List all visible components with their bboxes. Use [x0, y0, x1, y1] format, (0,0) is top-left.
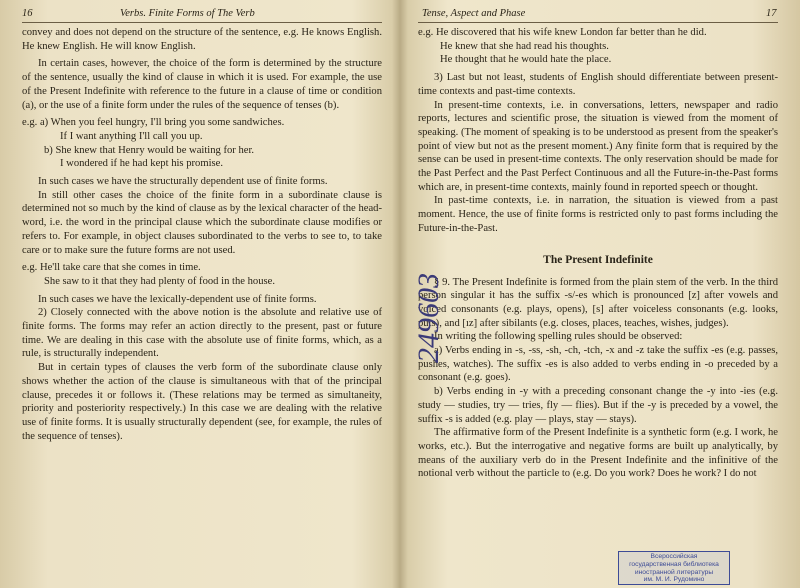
right-body [418, 26, 778, 481]
stamp-line: им. М. И. Рудомино [643, 576, 705, 584]
paragraph: But in certain types of clauses the verb form of the subordinate clause only shows whether the action of the clause is simultaneous with that of the principal clause, precedes it or follows it. (These relations may be termed as simultaneity, priority and posteriority respectively.) In this case we are dealing with the relative use of finite forms. It is usually structurally dependent (see, for example, the rules of the sequence of tenses). [22, 362, 382, 442]
handwritten-inventory-number [412, 195, 446, 365]
left-page [0, 0, 392, 588]
example: b) She knew that Henry would be waiting for her. [44, 144, 255, 156]
stamp-line: иностранной литературы [634, 568, 714, 576]
paragraph: In present-time contexts, i.e. in conversations, letters, newspaper and radio reports, lectures and scientific prose, the situation is viewed from the moment of speaking. (The moment of speaking is to be understood as present from the speaker's point of view but not as the present moment.) Any finite form that is required by the sense can be used in present-time contexts. The only reservation should be made for the Past Perfect and the Past Perfect Continuous and all the Future-in-the-Past forms which are, in present-time contexts, mainly found in reported speech or thought. [418, 99, 778, 193]
example: e.g. He discovered that his wife knew London far better than he did. [418, 27, 707, 38]
page-number-left: 16 [22, 8, 33, 19]
example: If I want anything I'll call you up. [60, 130, 203, 142]
page-number-right: 17 [766, 8, 777, 19]
header-rule [418, 22, 778, 23]
example: e.g. He'll take care that she comes in time. [22, 262, 201, 274]
paragraph: b) Verbs ending in -y with a preceding consonant change the -y into -ies (e.g. study — studies, try — tries, fly — flies). But if the -y is preceded by a vowel, the suffix -s is added (e.g. play — plays, stay — stays). [418, 386, 778, 425]
paragraph: § 9. The Present Indefinite is formed from the plain stem of the verb. In the third person singular it has the suffix -s/-es which is pronounced [z] after vowels and voiced consonants (e.g. plays, opens), [s] after voiceless consonants (e.g. looks, puts), and [ız] after sibilants (e.g. closes, places, teaches, wishes, judges). [418, 276, 778, 329]
example: He thought that he would hate the place. [440, 54, 612, 66]
paragraph: In such cases we have the structurally dependent use of finite forms. [38, 176, 328, 188]
paragraph: In certain cases, however, the choice of the form is determined by the structure of the sentence, usually the kind of clause in which it is used. For example, the use of the Present Indefinite with reference to the future in a clause of time or condition (a), or the use of a finite form under the rules of the sequence of tenses (b). [22, 58, 382, 111]
paragraph: In still other cases the choice of the finite form in a subordinate clause is determined not so much by the kind of clause as by the lexical character of the head-word, i.e. the word in the principal clause which the subordinate clause modifies or refers to. For example, in object clauses subordinated to the verbs to see to, to take care or to make sure the future forms are not used. [22, 189, 382, 256]
paragraph: In past-time contexts, i.e. in narration, the situation is viewed from a past moment. Hence, the use of finite forms is restricted only to past forms including the Future-in-the-Past. [418, 195, 778, 234]
running-header-right: Tense, Aspect and Phase [422, 8, 526, 19]
example: e.g. a) When you feel hungry, I'll bring you some sandwiches. [22, 117, 285, 129]
library-stamp [618, 551, 730, 585]
inventory-number-text: 249603 [412, 273, 445, 363]
paragraph: In writing the following spelling rules should be observed: [434, 331, 683, 343]
paragraph: 2) Closely connected with the above notion is the absolute and relative use of finite forms. The forms may refer an action directly to the present, past or future time. We are dealing in this case with the absolute use of finite forms, which, as a rule, is structurally independent. [22, 307, 382, 360]
example: He knew that she had read his thoughts. [440, 40, 609, 52]
paragraph: The affirmative form of the Present Indefinite is a synthetic form (e.g. I work, he works, etc.). But the interrogative and negative forms are built up analytically, by means of the auxiliary verb do in the Present Indefinite and the infinitive of the notional verb without the particle to (e.g. Do you work? Does he work? I do not [418, 427, 778, 480]
example: She saw to it that they had plenty of food in the house. [44, 275, 275, 287]
running-header-left: Verbs. Finite Forms of The Verb [120, 8, 255, 19]
stamp-line: государственная библиотека [629, 560, 719, 568]
left-body [22, 26, 382, 443]
right-page [408, 0, 800, 588]
paragraph: In such cases we have the lexically-dependent use of finite forms. [38, 293, 317, 305]
paragraph: convey and does not depend on the structure of the sentence, e.g. He knows English. He knew English. He will know English. [22, 27, 382, 52]
header-rule [22, 22, 382, 23]
paragraph: 3) Last but not least, students of English should differentiate between present-time contexts and past-time contexts. [418, 72, 778, 97]
stamp-line: Всероссийская [650, 553, 698, 560]
example: I wondered if he had kept his promise. [60, 158, 223, 170]
paragraph: a) Verbs ending in -s, -ss, -sh, -ch, -tch, -x and -z take the suffix -es (e.g. passes, pushes, watches). The suffix -es is also added to verbs ending in -o preceded by a consonant (e.g. goes). [418, 345, 778, 384]
section-title: The Present Indefinite [543, 253, 653, 266]
